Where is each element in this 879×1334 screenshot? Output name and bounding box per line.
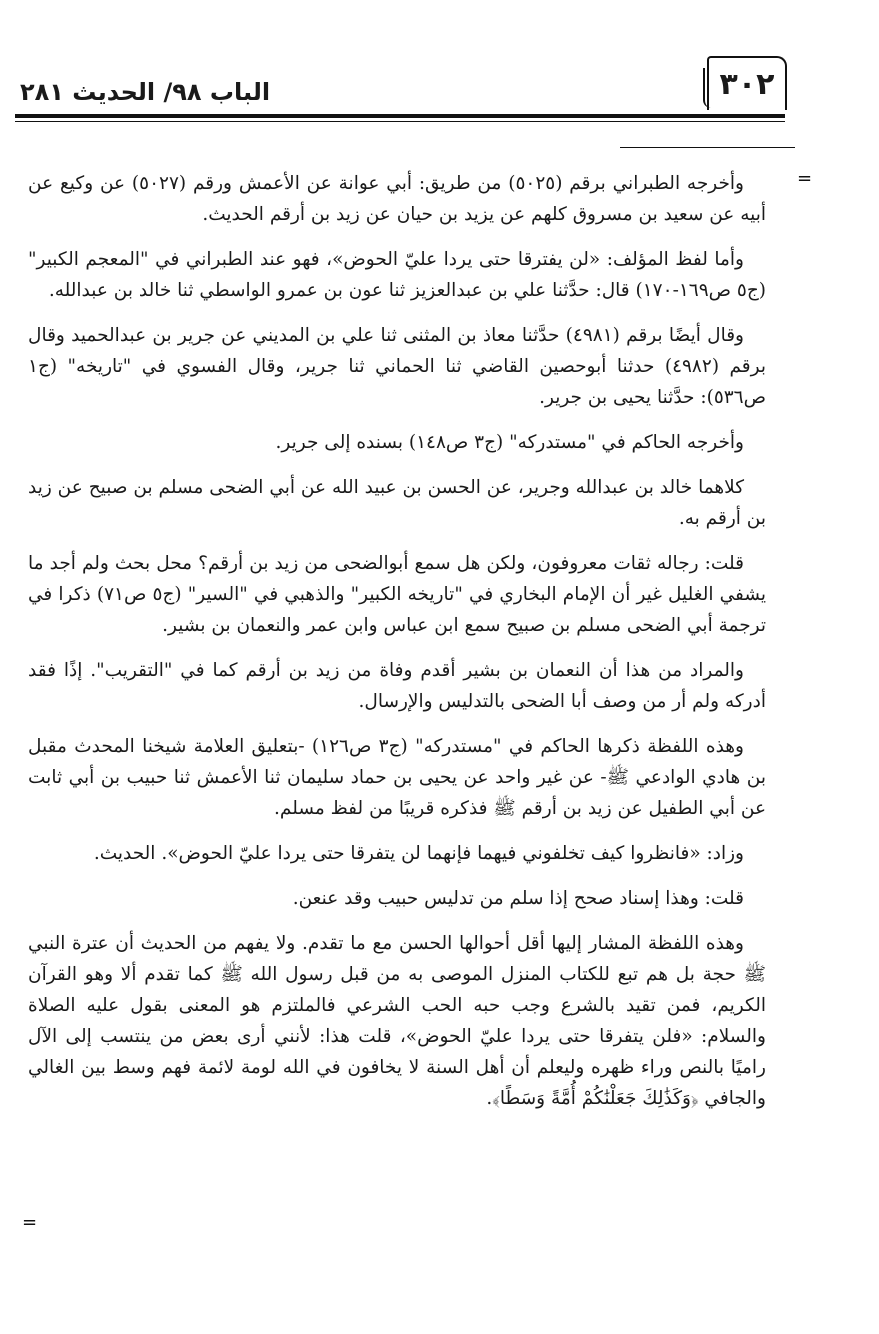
- paragraph: قلت: وهذا إسناد صحح إذا سلم من تدليس حبيب وقد عنعن.: [292, 888, 744, 909]
- paragraph: وهذه اللفظة المشار إليها أقل أحوالها الحسن مع ما تقدم. ولا يفهم من الحديث أن عترة النبي ﷺ حجة بل هم تبع للكتاب المنزل الموصى به من قبل رسول الله ﷺ كما تقدم ألا وهو القرآن الكريم، فمن تقيد بالشرع وجب حبه الحب الشرعي فالملتزم هو المعنى بقول عليه الصلاة والسلام: «فلن يتفرقا حتى يردا عليّ الحوض»، قلت هذا: لأنني أرى بعض من ينتسب إلى الآل راميًا بالنص وراء ظهره وليعلم أن أهل السنة لا يخافون في الله لومة لائمة فهم وسط بين الغالي والجافي ﴿وَكَذَٰلِكَ جَعَلْنَٰكُمْ أُمَّةً وَسَطًا﴾.: [28, 933, 766, 1109]
- paragraph: وأما لفظ المؤلف: «لن يفترقا حتى يردا عليّ الحوض»، فهو عند الطبراني في "المعجم الكبير" (ج٥ ص١٦٩-١٧٠) قال: حدَّثنا علي بن عبدالعزيز ثنا عون بن عمرو الواسطي ثنا خالد بن عبدالله.: [28, 249, 766, 301]
- paragraph: وهذه اللفظة ذكرها الحاكم في "مستدركه" (ج٣ ص١٢٦) -بتعليق العلامة شيخنا المحدث مقبل بن هادي الوادعي ﷺ- عن غير واحد عن يحيى بن حماد سليمان ثنا الأعمش ثنا حبيب بن أبي ثابت عن أبي الطفيل عن زيد بن أرقم ﷺ فذكره قريبًا من لفظ مسلم.: [28, 736, 766, 819]
- footnote-rule: [620, 147, 795, 148]
- paragraph: وأخرجه الطبراني برقم (٥٠٢٥) من طريق: أبي عوانة عن الأعمش ورقم (٥٠٢٧) عن وكيع عن أبيه عن سعيد بن مسروق كلهم عن يزيد بن حيان عن زيد بن أرقم الحديث.: [28, 173, 766, 225]
- paragraph: كلاهما خالد بن عبدالله وجرير، عن الحسن بن عبيد الله عن أبي الضحى مسلم بن صبيح عن زيد بن أرقم به.: [28, 477, 766, 529]
- running-header-title: الباب ٩٨/ الحديث ٢٨١: [20, 78, 271, 106]
- header-rule-thick: [15, 114, 785, 118]
- paragraph: قلت: رجاله ثقات معروفون، ولكن هل سمع أبوالضحى من زيد بن أرقم؟ محل بحث ولم أجد ما يشفي الغليل غير أن الإمام البخاري في "تاريخه الكبير" والذهبي في "السير" (ج٥ ص٧١) ذكرا في ترجمة أبي الضحى مسلم بن صبيح سمع ابن عباس وابن عمر والنعمان بن بشير.: [28, 553, 767, 636]
- paragraph: وزاد: «فانظروا كيف تخلفوني فيهما فإنهما لن يتفرقا حتى يردا عليّ الحوض». الحديث.: [93, 843, 744, 864]
- header-rule-thin: [15, 121, 785, 122]
- paragraph: والمراد من هذا أن النعمان بن بشير أقدم وفاة من زيد بن أرقم كما في "التقريب". إذًا فقد أدركه ولم أر من وصف أبا الضحى بالتدليس والإرسال.: [28, 660, 766, 712]
- page-number: ٣٠٢: [707, 56, 787, 110]
- margin-mark-bottom: =: [22, 1212, 38, 1233]
- paragraph: وأخرجه الحاكم في "مستدركه" (ج٣ ص١٤٨) بسنده إلى جرير.: [275, 432, 744, 453]
- page-body-text: [28, 168, 766, 1128]
- paragraph: وقال أيضًا برقم (٤٩٨١) حدَّثنا معاذ بن المثنى ثنا علي بن المديني عن جرير بن عبدالحميد وقال برقم (٤٩٨٢) حدثنا أبوحصين القاضي ثنا الحماني ثنا جرير، وقال الفسوي في "تاريخه" (ج١ ص٥٣٦): حدَّثنا يحيى بن جرير.: [28, 325, 766, 408]
- margin-mark-top: =: [797, 168, 813, 189]
